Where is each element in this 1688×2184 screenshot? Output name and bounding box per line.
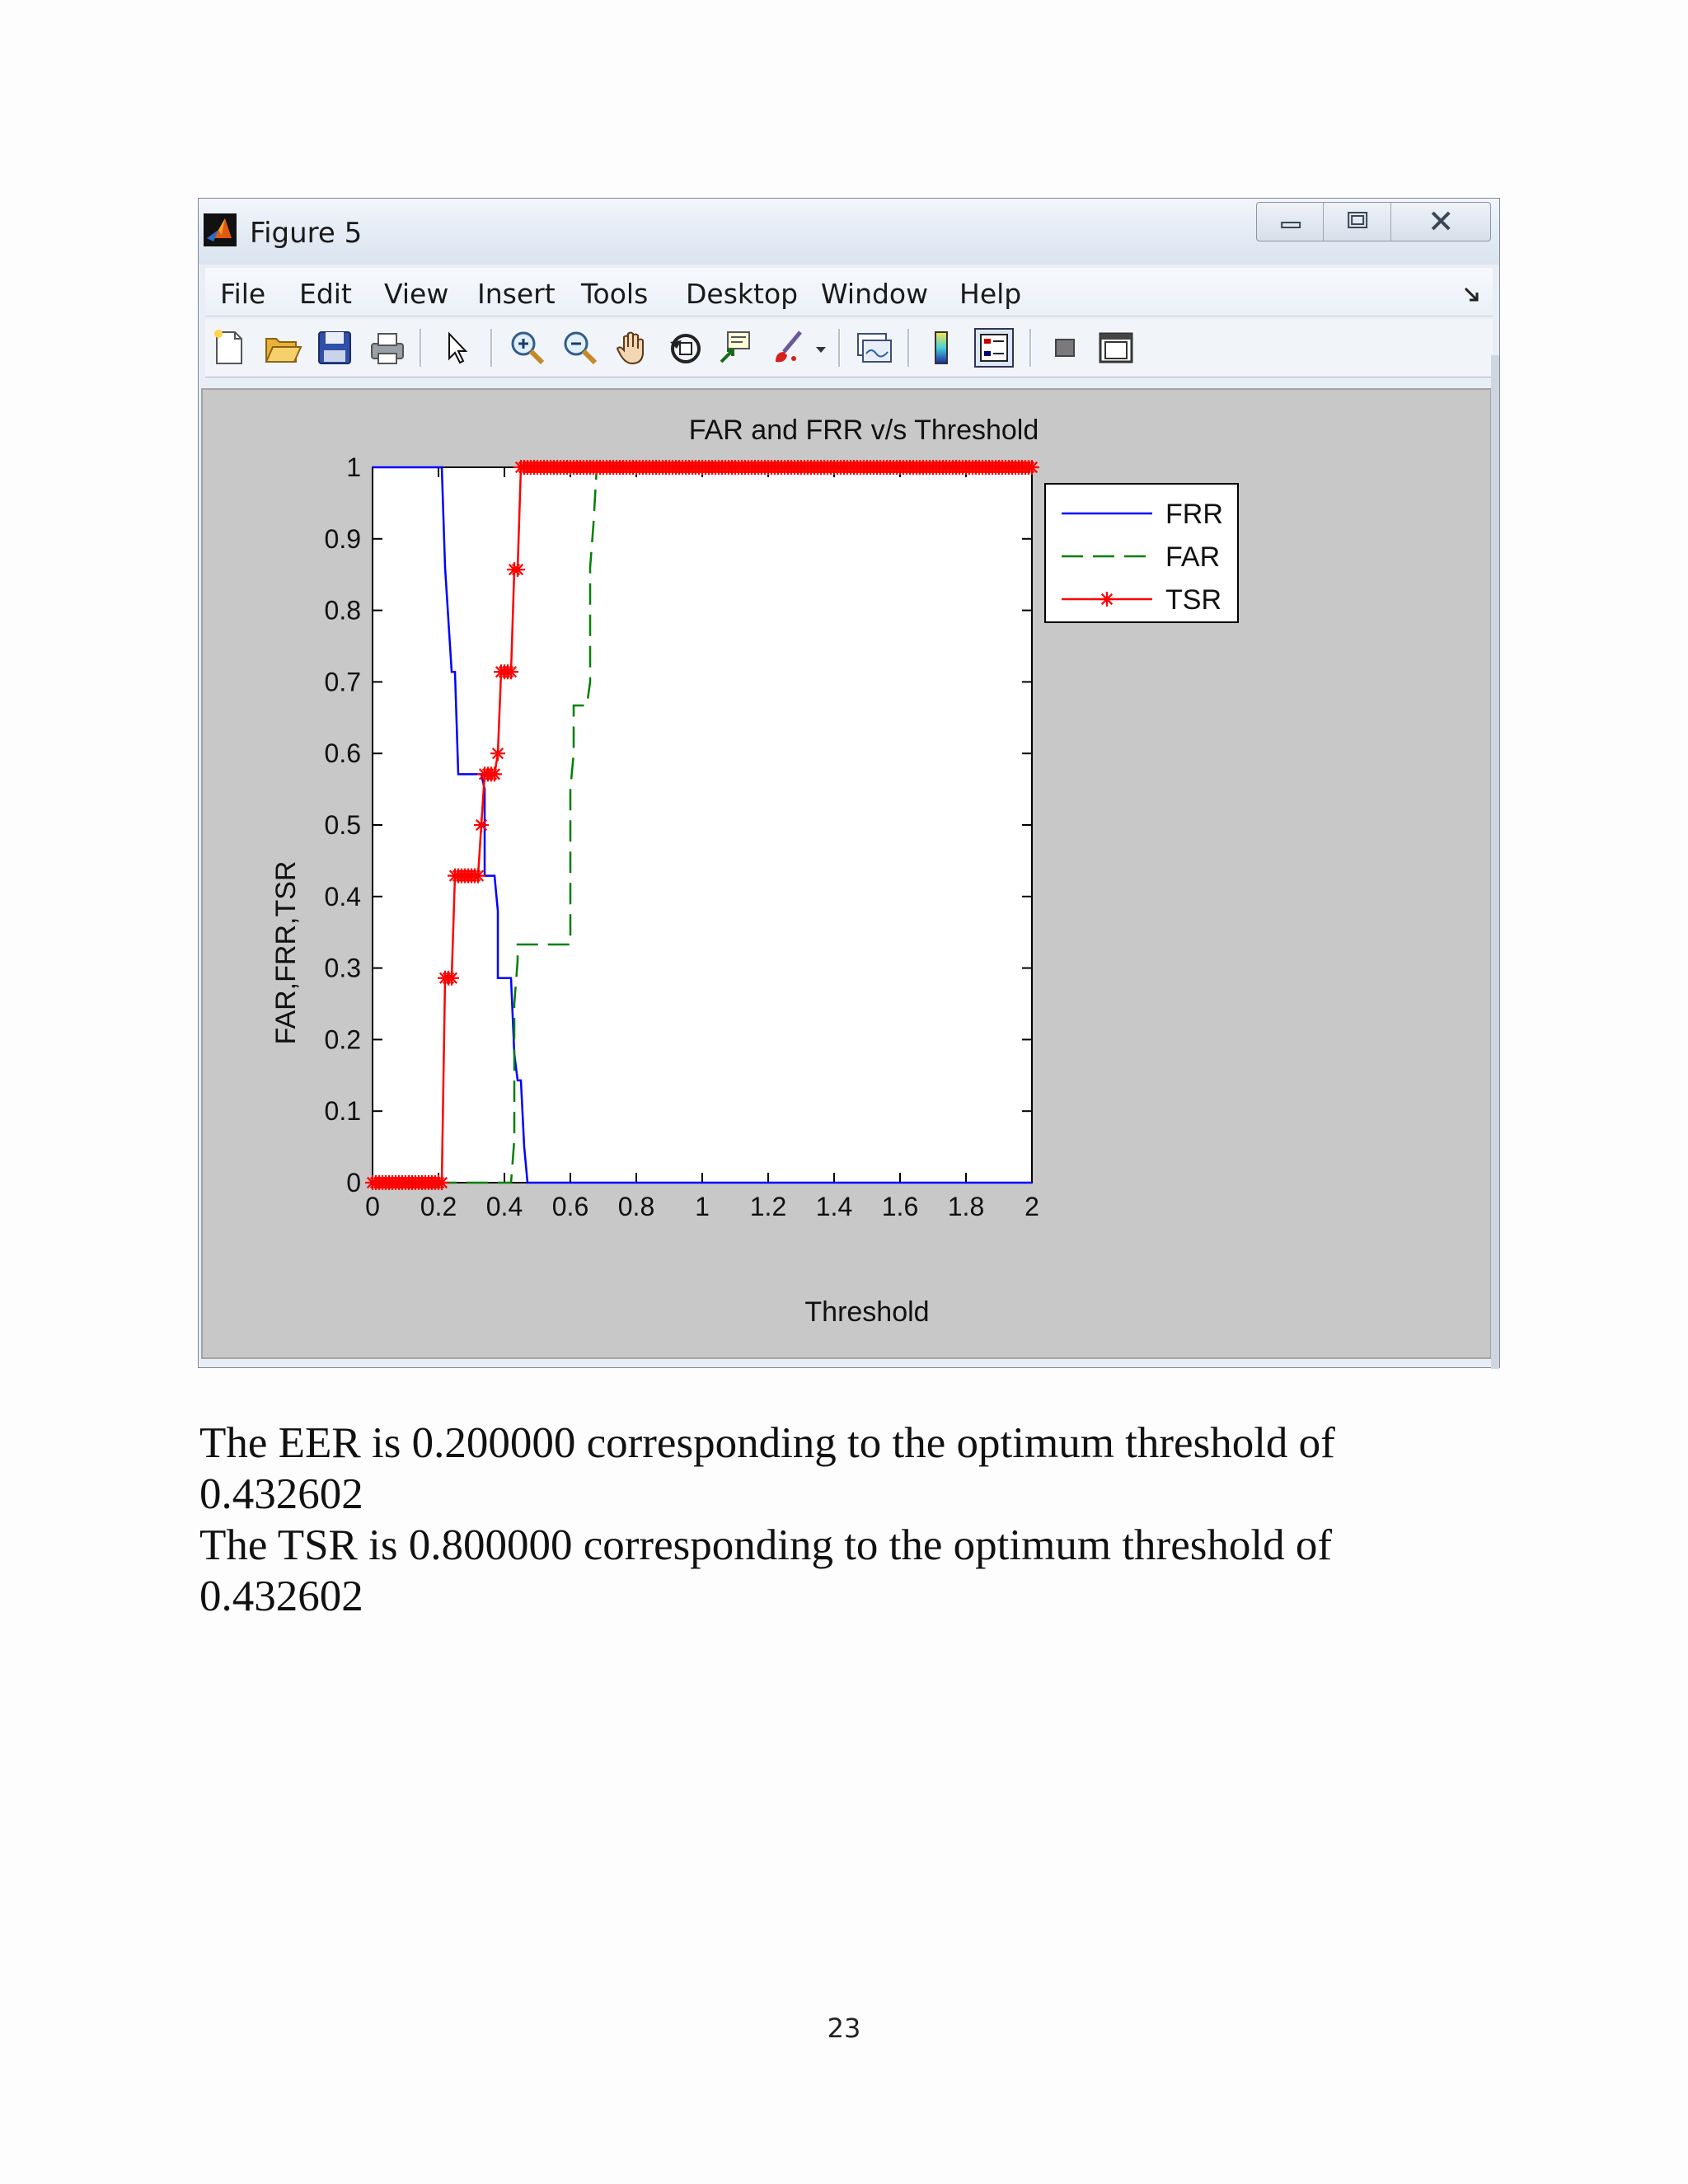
window-right-edge xyxy=(1491,355,1499,1369)
print-icon[interactable] xyxy=(367,327,408,368)
y-tick-label: 0.8 xyxy=(324,595,361,626)
x-tick-label: 2 xyxy=(1025,1192,1039,1221)
matlab-logo-icon xyxy=(204,213,237,246)
menu-bar xyxy=(205,268,1493,316)
link-plot-icon[interactable] xyxy=(853,327,894,368)
colorbar-icon[interactable] xyxy=(921,327,962,368)
x-tick-label: 0.2 xyxy=(420,1192,457,1221)
caption-buttons xyxy=(1256,202,1491,241)
chart-svg xyxy=(203,390,1490,1357)
x-tick-label: 0.4 xyxy=(485,1192,523,1221)
edit-plot-arrow-icon[interactable] xyxy=(436,327,477,368)
legend-marker xyxy=(1100,592,1114,607)
toolbar-separator xyxy=(838,329,841,367)
menu-view[interactable]: View xyxy=(384,278,449,310)
hide-plot-tools-icon[interactable] xyxy=(1044,327,1085,368)
menu-help[interactable]: Help xyxy=(959,278,1022,310)
show-plot-tools-icon[interactable] xyxy=(1095,327,1137,368)
new-figure-icon[interactable] xyxy=(209,327,250,368)
x-axis-label: Threshold xyxy=(804,1296,930,1328)
tsr-marker xyxy=(487,766,502,781)
brush-dropdown-icon[interactable] xyxy=(812,327,830,368)
plot-area xyxy=(373,467,1032,1183)
legend-label-tsr: TSR xyxy=(1165,584,1221,616)
y-tick-label: 0.6 xyxy=(324,738,361,769)
restore-button[interactable] xyxy=(1324,203,1390,241)
menu-window[interactable]: Window xyxy=(821,278,929,310)
open-file-icon[interactable] xyxy=(261,327,302,368)
eer-result-line: The EER is 0.200000 corresponding to the optimum threshold of xyxy=(199,1419,1335,1467)
menu-desktop[interactable]: Desktop xyxy=(686,278,799,310)
y-tick-label: 0.7 xyxy=(324,667,361,697)
x-tick-label: 0.6 xyxy=(551,1192,589,1221)
x-tick-label: 1.4 xyxy=(815,1192,853,1221)
x-tick-label: 1 xyxy=(695,1192,710,1221)
y-tick-label: 0.3 xyxy=(324,953,361,983)
restore-icon xyxy=(1324,203,1390,241)
data-cursor-icon[interactable] xyxy=(715,327,756,368)
toolbar-separator xyxy=(907,329,910,367)
y-tick-label: 0 xyxy=(346,1168,361,1197)
x-tick-label: 1.8 xyxy=(947,1192,985,1221)
figure-window xyxy=(198,198,1500,1368)
dock-arrow-icon[interactable] xyxy=(1463,286,1479,302)
zoom-out-icon[interactable] xyxy=(560,327,601,368)
x-tick-label: 1.2 xyxy=(749,1192,787,1221)
y-tick-label: 0.5 xyxy=(324,810,361,840)
tsr-marker xyxy=(504,664,518,679)
save-icon[interactable] xyxy=(314,327,355,368)
chart-title: FAR and FRR v/s Threshold xyxy=(688,415,1039,446)
rotate-3d-icon[interactable] xyxy=(665,327,706,368)
y-tick-label: 0.1 xyxy=(324,1096,361,1127)
toolbar-separator xyxy=(490,329,493,367)
eer-threshold-line: 0.432602 xyxy=(199,1470,363,1518)
title-bar[interactable] xyxy=(199,199,1499,265)
y-axis-label: FAR,FRR,TSR xyxy=(270,860,302,1045)
menu-file[interactable]: File xyxy=(220,278,266,310)
menu-tools[interactable]: Tools xyxy=(581,278,649,310)
brush-icon[interactable] xyxy=(767,327,809,368)
close-button[interactable] xyxy=(1391,203,1490,241)
x-tick-label: 0 xyxy=(365,1192,380,1221)
x-tick-label: 1.6 xyxy=(881,1192,919,1221)
figure-toolbar xyxy=(205,319,1493,377)
minimize-icon xyxy=(1257,203,1323,241)
y-tick-label: 0.4 xyxy=(324,881,361,912)
legend-label-far: FAR xyxy=(1165,541,1221,573)
minimize-button[interactable] xyxy=(1257,203,1324,241)
pan-hand-icon[interactable] xyxy=(612,327,654,368)
legend[interactable] xyxy=(1045,484,1238,622)
figure-canvas[interactable] xyxy=(201,388,1492,1359)
zoom-in-icon[interactable] xyxy=(507,327,548,368)
close-icon xyxy=(1391,203,1490,241)
tsr-threshold-line: 0.432602 xyxy=(199,1572,363,1620)
window-title: Figure 5 xyxy=(250,217,363,250)
toolbar-separator xyxy=(420,329,422,367)
menu-insert[interactable]: Insert xyxy=(477,278,556,310)
tsr-result-line: The TSR is 0.800000 corresponding to the optimum threshold of xyxy=(199,1521,1332,1569)
x-tick-label: 0.8 xyxy=(617,1192,655,1221)
legend-label-frr: FRR xyxy=(1165,499,1223,530)
y-tick-label: 0.9 xyxy=(324,523,361,554)
toolbar-separator xyxy=(1029,329,1032,367)
tsr-marker xyxy=(474,818,489,832)
page-number: 23 xyxy=(827,2013,861,2044)
tsr-marker xyxy=(490,746,505,761)
y-tick-label: 1 xyxy=(346,452,361,482)
legend-icon[interactable] xyxy=(973,327,1015,368)
menu-edit[interactable]: Edit xyxy=(299,278,352,310)
y-tick-label: 0.2 xyxy=(324,1024,361,1055)
